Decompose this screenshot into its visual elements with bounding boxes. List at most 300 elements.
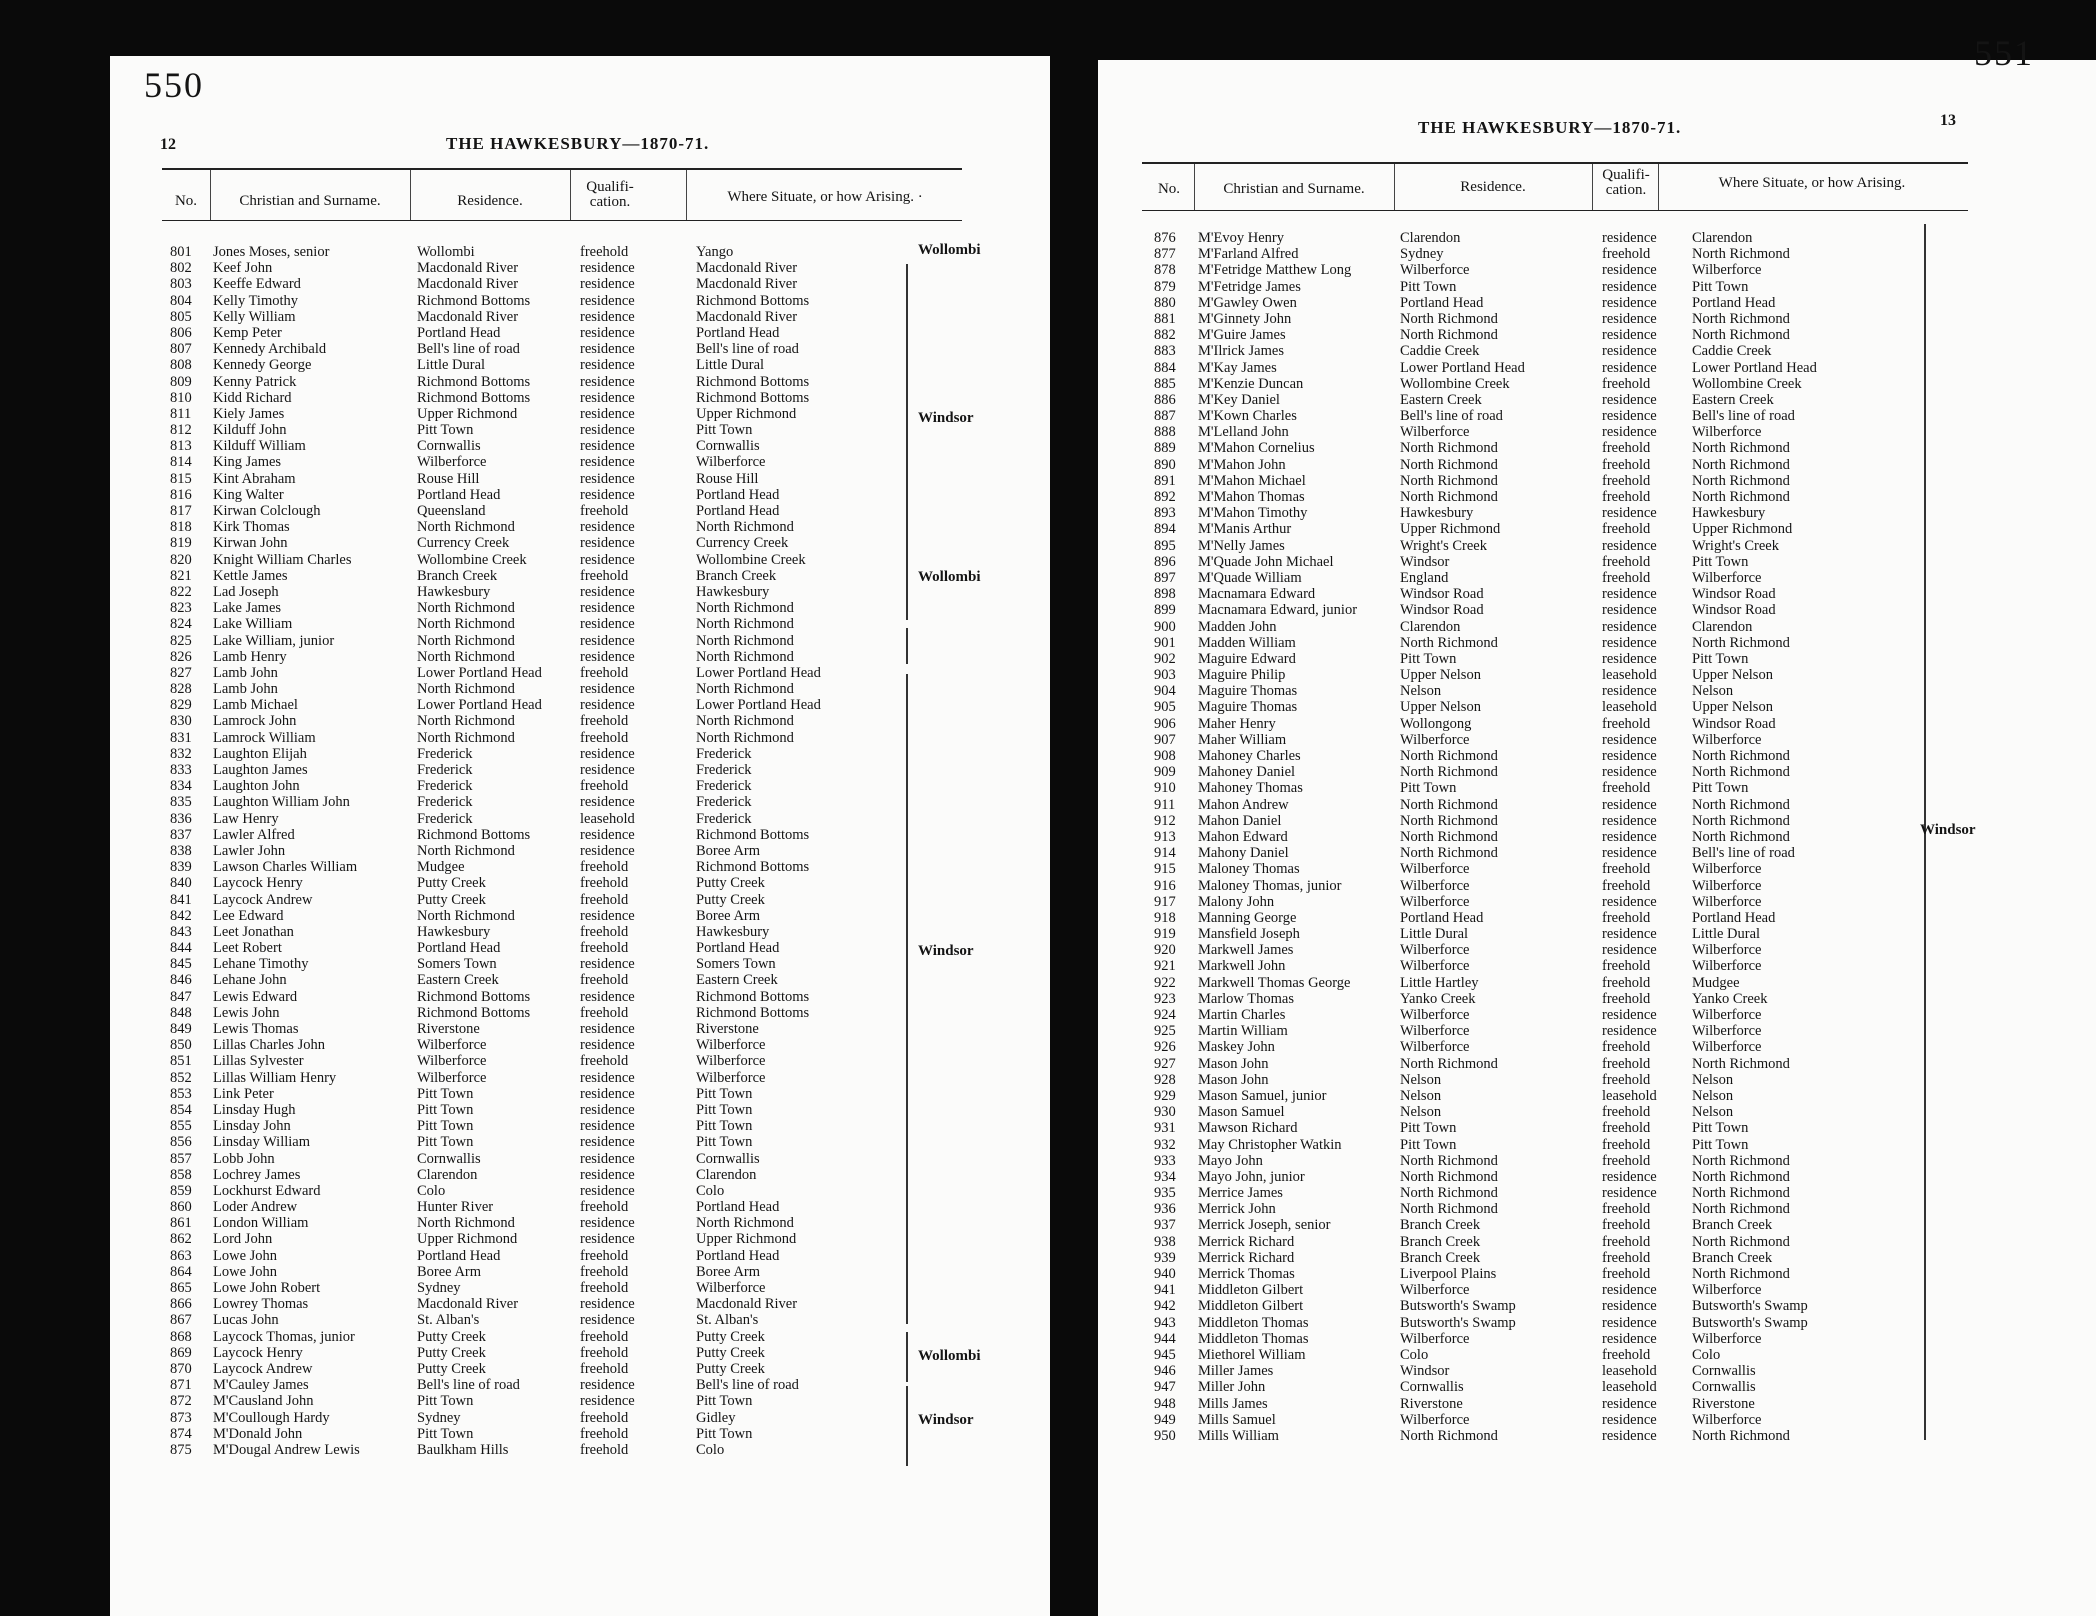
table-row	[110, 1005, 1050, 1021]
table-row	[110, 260, 1050, 276]
residence: Colo	[417, 1182, 446, 1199]
voter-name: Kelly William	[213, 308, 296, 325]
qualification: residence	[1602, 327, 1657, 344]
table-row	[110, 924, 1050, 940]
residence: Hunter River	[417, 1199, 494, 1216]
table-row	[110, 1312, 1050, 1328]
voter-name: Kennedy George	[213, 357, 312, 374]
voter-name: Maloney Thomas, junior	[1198, 877, 1342, 894]
qualification: residence	[580, 1150, 635, 1167]
column-divider	[1592, 164, 1593, 210]
voter-table	[110, 244, 1050, 1458]
qualification: residence	[1602, 828, 1657, 845]
residence: Liverpool Plains	[1400, 1266, 1497, 1282]
voter-name: Lamb Michael	[213, 697, 298, 714]
residence: Bell's line of road	[1400, 408, 1503, 425]
voter-name: M'Key Daniel	[1198, 391, 1280, 408]
entry-number: 826	[170, 648, 192, 665]
header-name: Christian and Surname.	[239, 193, 381, 209]
residence: Wilberforce	[1400, 942, 1470, 959]
qualification: leasehold	[1602, 699, 1657, 716]
table-row	[1098, 619, 2096, 635]
table-row	[1098, 408, 2096, 424]
voter-name: Lewis Edward	[213, 988, 298, 1005]
voter-name: Kelly Timothy	[213, 292, 299, 309]
table-row	[110, 1410, 1050, 1426]
where-situate: Portland Head	[696, 486, 780, 503]
district-label: Windsor	[918, 943, 974, 959]
where-situate: Yango	[696, 244, 734, 260]
entry-number: 854	[170, 1101, 192, 1118]
qualification: residence	[580, 470, 635, 487]
entry-number: 820	[170, 551, 192, 568]
qualification: freehold	[1602, 521, 1651, 538]
entry-number: 862	[170, 1231, 192, 1248]
qualification: residence	[580, 1182, 635, 1199]
table-row	[1098, 975, 2096, 991]
voter-name: Laughton John	[213, 778, 300, 795]
table-row	[1098, 910, 2096, 926]
entry-number: 908	[1154, 748, 1176, 764]
where-situate: Wilberforce	[696, 1053, 766, 1070]
residence: Upper Richmond	[417, 405, 518, 422]
table-row	[1098, 457, 2096, 473]
entry-number: 946	[1154, 1363, 1176, 1380]
residence: Macdonald River	[417, 276, 519, 293]
entry-number: 935	[1154, 1185, 1176, 1202]
voter-name: Middleton Thomas	[1198, 1314, 1309, 1331]
qualification: residence	[1602, 586, 1657, 603]
entry-number: 893	[1154, 505, 1176, 522]
entry-number: 906	[1154, 715, 1176, 732]
table-row	[110, 1248, 1050, 1264]
where-situate: Pitt Town	[696, 1118, 753, 1135]
where-situate: Pitt Town	[696, 1393, 753, 1410]
residence: North Richmond	[1400, 748, 1498, 764]
qualification: residence	[580, 389, 635, 406]
qualification: residence	[1602, 230, 1657, 246]
where-situate: Eastern Creek	[1692, 391, 1774, 408]
qualification: leasehold	[1602, 1379, 1657, 1396]
residence: Sydney	[417, 1280, 461, 1296]
qualification: freehold	[1602, 909, 1651, 926]
qualification: freehold	[1602, 1346, 1651, 1363]
qualification: residence	[580, 535, 635, 552]
entry-number: 904	[1154, 683, 1176, 700]
qualification: residence	[1602, 1007, 1657, 1023]
table-row	[110, 406, 1050, 422]
where-situate: Wilberforce	[1692, 424, 1762, 441]
voter-name: Maher William	[1198, 731, 1287, 748]
entry-number: 807	[170, 341, 192, 358]
table-row	[110, 1183, 1050, 1199]
entry-number: 813	[170, 438, 192, 455]
entry-number: 930	[1154, 1104, 1176, 1121]
entry-number: 817	[170, 503, 192, 519]
entry-number: 944	[1154, 1330, 1176, 1347]
where-situate: Colo	[696, 1441, 725, 1458]
entry-number: 876	[1154, 230, 1176, 246]
where-situate: Mudgee	[1692, 974, 1740, 991]
where-situate: Somers Town	[696, 956, 776, 973]
residence: Hawkesbury	[1400, 505, 1474, 522]
where-situate: Richmond Bottoms	[696, 988, 810, 1005]
residence: Wilberforce	[1400, 861, 1470, 878]
where-situate: Pitt Town	[696, 1101, 753, 1118]
residence: North Richmond	[1400, 1427, 1498, 1444]
column-divider	[686, 170, 687, 220]
residence: North Richmond	[417, 729, 515, 746]
header-bottom-rule	[162, 220, 962, 221]
voter-name: Lamrock William	[213, 729, 316, 746]
where-situate: North Richmond	[1692, 748, 1790, 764]
qualification: residence	[1602, 408, 1657, 425]
entry-number: 905	[1154, 699, 1176, 716]
voter-name: Loder Andrew	[213, 1199, 298, 1216]
qualification: residence	[580, 762, 635, 778]
residence: North Richmond	[417, 907, 515, 924]
voter-name: Mayo John, junior	[1198, 1168, 1305, 1185]
entry-number: 812	[170, 422, 192, 439]
voter-name: Lowe John	[213, 1263, 278, 1280]
voter-name: Merrick John	[1198, 1201, 1276, 1218]
page-title: THE HAWKESBURY—1870-71.	[1418, 118, 1682, 137]
entry-number: 863	[170, 1247, 192, 1264]
entry-number: 819	[170, 535, 192, 552]
qualification: freehold	[1602, 1266, 1651, 1282]
entry-number: 837	[170, 826, 192, 843]
residence: North Richmond	[1400, 812, 1498, 829]
table-row	[1098, 1379, 2096, 1395]
table-row	[1098, 1363, 2096, 1379]
table-row	[110, 293, 1050, 309]
voter-name: M'Ginnety John	[1198, 310, 1292, 327]
residence: Little Dural	[417, 357, 486, 374]
where-situate: Macdonald River	[696, 276, 798, 293]
voter-name: Kilduff John	[213, 422, 287, 439]
qualification: freehold	[580, 923, 629, 940]
where-situate: Windsor Road	[1692, 715, 1776, 732]
voter-name: M'Cauley James	[213, 1377, 309, 1394]
table-row	[110, 600, 1050, 616]
entry-number: 843	[170, 923, 192, 940]
residence: Lower Portland Head	[417, 664, 542, 681]
residence: Butsworth's Swamp	[1400, 1314, 1516, 1331]
qualification: residence	[580, 956, 635, 973]
residence: Frederick	[417, 810, 473, 827]
table-row	[1098, 295, 2096, 311]
where-situate: Cornwallis	[1692, 1379, 1756, 1396]
table-row	[1098, 926, 2096, 942]
voter-name: London William	[213, 1215, 309, 1232]
entry-number: 805	[170, 308, 192, 325]
qualification: residence	[580, 1166, 635, 1183]
table-row	[1098, 683, 2096, 699]
qualification: freehold	[580, 1360, 629, 1377]
where-situate: Wollombine Creek	[1692, 375, 1802, 392]
table-row	[1098, 894, 2096, 910]
residence: Upper Richmond	[417, 1231, 518, 1248]
table-row	[110, 681, 1050, 697]
voter-name: Leet Robert	[213, 940, 282, 957]
qualification: residence	[580, 519, 635, 536]
residence: Richmond Bottoms	[417, 988, 531, 1005]
qualification: residence	[1602, 764, 1657, 781]
table-row	[1098, 279, 2096, 295]
entry-number: 810	[170, 389, 192, 406]
qualification: residence	[580, 1085, 635, 1102]
page-title: THE HAWKESBURY—1870-71.	[446, 134, 710, 153]
residence: Putty Creek	[417, 1328, 486, 1345]
voter-name: M'Mahon Michael	[1198, 472, 1306, 489]
entry-number: 839	[170, 859, 192, 876]
table-row	[1098, 764, 2096, 780]
where-situate: Wilberforce	[1692, 1023, 1762, 1040]
table-row	[1098, 424, 2096, 440]
voter-name: Markwell James	[1198, 942, 1294, 959]
voter-name: Laughton William John	[213, 794, 350, 811]
column-divider	[570, 170, 571, 220]
residence: Bell's line of road	[417, 341, 520, 358]
where-situate: North Richmond	[1692, 1152, 1790, 1169]
qualification: freehold	[1602, 974, 1651, 991]
residence: Macdonald River	[417, 1296, 519, 1313]
where-situate: Putty Creek	[696, 1344, 765, 1361]
where-situate: Portland Head	[696, 940, 780, 957]
where-situate: Putty Creek	[696, 1328, 765, 1345]
qualification: leasehold	[1602, 1087, 1657, 1104]
handwritten-page-number: 550	[144, 65, 204, 105]
where-situate: Bell's line of road	[1692, 845, 1795, 862]
voter-name: Martin William	[1198, 1023, 1288, 1040]
entry-number: 938	[1154, 1233, 1176, 1250]
residence: North Richmond	[1400, 472, 1498, 489]
voter-name: M'Donald John	[213, 1425, 303, 1442]
qualification: residence	[1602, 1427, 1657, 1444]
handwritten-page-number: 551	[1974, 33, 2034, 73]
entry-number: 842	[170, 907, 192, 924]
qualification: freehold	[580, 1263, 629, 1280]
residence: Wilberforce	[1400, 424, 1470, 441]
residence: Upper Richmond	[1400, 521, 1501, 538]
qualification: freehold	[1602, 472, 1651, 489]
residence: North Richmond	[1400, 310, 1498, 327]
where-situate: Riverstone	[1692, 1395, 1755, 1412]
qualification: residence	[1602, 942, 1657, 959]
voter-name: Merrick Thomas	[1198, 1266, 1295, 1282]
qualification: freehold	[1602, 1120, 1651, 1137]
qualification: residence	[1602, 812, 1657, 829]
where-situate: Pitt Town	[696, 1425, 753, 1442]
residence: Somers Town	[417, 956, 497, 973]
voter-name: Laycock Henry	[213, 1344, 303, 1361]
residence: Nelson	[1400, 1104, 1442, 1121]
entry-number: 900	[1154, 618, 1176, 635]
residence: Wilberforce	[1400, 1411, 1470, 1428]
entry-number: 937	[1154, 1217, 1176, 1234]
entry-number: 915	[1154, 861, 1176, 878]
entry-number: 814	[170, 454, 192, 471]
residence: Wilberforce	[1400, 893, 1470, 910]
where-situate: Caddie Creek	[1692, 343, 1772, 360]
entry-number: 818	[170, 519, 192, 536]
entry-number: 897	[1154, 569, 1176, 586]
qualification: residence	[1602, 650, 1657, 667]
entry-number: 808	[170, 357, 192, 374]
entry-number: 811	[170, 405, 192, 422]
residence: Macdonald River	[417, 260, 519, 277]
residence: Pitt Town	[417, 1393, 474, 1410]
table-row	[1098, 230, 2096, 246]
where-situate: Putty Creek	[696, 1360, 765, 1377]
entry-number: 888	[1154, 424, 1176, 441]
where-situate: Pitt Town	[1692, 1120, 1749, 1137]
entry-number: 901	[1154, 634, 1176, 651]
header-where: Where Situate, or how Arising.	[1718, 175, 1906, 191]
where-situate: Little Dural	[696, 357, 765, 374]
table-row	[1098, 1250, 2096, 1266]
voter-name: Keef John	[213, 260, 273, 277]
entry-number: 860	[170, 1199, 192, 1216]
qualification: freehold	[1602, 990, 1651, 1007]
voter-name: M'Mahon Timothy	[1198, 505, 1308, 522]
qualification: leasehold	[1602, 1363, 1657, 1380]
voter-name: Middleton Thomas	[1198, 1330, 1309, 1347]
residence: Mudgee	[417, 859, 465, 876]
table-row	[1098, 392, 2096, 408]
entry-number: 880	[1154, 294, 1176, 311]
table-row	[1098, 732, 2096, 748]
where-situate: North Richmond	[1692, 812, 1790, 829]
residence: Little Dural	[1400, 926, 1469, 943]
left-page	[110, 56, 1050, 1616]
residence: Richmond Bottoms	[417, 389, 531, 406]
voter-name: Leet Jonathan	[213, 923, 294, 940]
where-situate: North Richmond	[696, 648, 794, 665]
where-situate: Wilberforce	[1692, 877, 1762, 894]
where-situate: North Richmond	[1692, 828, 1790, 845]
entry-number: 824	[170, 616, 192, 633]
table-row	[110, 1280, 1050, 1296]
qualification: residence	[580, 842, 635, 859]
entry-number: 919	[1154, 926, 1176, 943]
residence: Pitt Town	[417, 1425, 474, 1442]
where-situate: Wilberforce	[1692, 1007, 1762, 1023]
entry-number: 865	[170, 1280, 192, 1296]
voter-name: Linsday Hugh	[213, 1101, 296, 1118]
voter-name: Mills Samuel	[1198, 1411, 1276, 1428]
voter-name: Lowrey Thomas	[213, 1296, 309, 1313]
district-label: Wollombi	[918, 1348, 981, 1364]
qualification: residence	[580, 324, 635, 341]
entry-number: 861	[170, 1215, 192, 1232]
table-row	[110, 633, 1050, 649]
entry-number: 867	[170, 1312, 192, 1329]
table-row	[110, 762, 1050, 778]
qualification: residence	[580, 988, 635, 1005]
residence: North Richmond	[1400, 634, 1498, 651]
where-situate: Upper Richmond	[696, 405, 797, 422]
qualification: residence	[580, 616, 635, 633]
qualification: freehold	[1602, 861, 1651, 878]
residence: Wilberforce	[417, 1053, 487, 1070]
entry-number: 948	[1154, 1395, 1176, 1412]
table-row	[1098, 942, 2096, 958]
where-situate: Wollombine Creek	[696, 551, 806, 568]
table-row	[1098, 845, 2096, 861]
qualification: freehold	[1602, 1039, 1651, 1056]
residence: Pitt Town	[1400, 1120, 1457, 1137]
entry-number: 874	[170, 1425, 192, 1442]
table-row	[110, 1329, 1050, 1345]
where-situate: St. Alban's	[696, 1312, 759, 1329]
table-row	[110, 1442, 1050, 1458]
voter-name: Mahon Daniel	[1198, 812, 1282, 829]
where-situate: Wilberforce	[696, 454, 766, 471]
residence: Pitt Town	[417, 1101, 474, 1118]
voter-name: Lamb John	[213, 664, 278, 681]
table-row	[1098, 1298, 2096, 1314]
where-situate: North Richmond	[1692, 796, 1790, 813]
qualification: freehold	[580, 713, 629, 730]
where-situate: North Richmond	[1692, 472, 1790, 489]
voter-name: Miller John	[1198, 1379, 1266, 1396]
residence: Wright's Creek	[1400, 537, 1487, 554]
table-row	[110, 1102, 1050, 1118]
qualification: residence	[580, 1393, 635, 1410]
where-situate: Richmond Bottoms	[696, 859, 810, 876]
residence: North Richmond	[1400, 1152, 1498, 1169]
where-situate: Boree Arm	[696, 842, 761, 859]
residence: Pitt Town	[1400, 1136, 1457, 1153]
voter-name: Macnamara Edward, junior	[1198, 602, 1358, 619]
voter-name: Lochrey James	[213, 1166, 301, 1183]
residence: Currency Creek	[417, 535, 510, 552]
entry-number: 829	[170, 697, 192, 714]
table-row	[1098, 360, 2096, 376]
voter-name: Kennedy Archibald	[213, 341, 327, 358]
table-row	[1098, 489, 2096, 505]
table-row	[110, 616, 1050, 632]
residence: Wilberforce	[1400, 1330, 1470, 1347]
residence: Lower Portland Head	[1400, 359, 1525, 376]
residence: Butsworth's Swamp	[1400, 1298, 1516, 1315]
residence: Yanko Creek	[1400, 990, 1476, 1007]
voter-name: M'Quade William	[1198, 569, 1302, 586]
where-situate: Cornwallis	[696, 1150, 760, 1167]
where-situate: Macdonald River	[696, 260, 798, 277]
residence: Portland Head	[417, 324, 501, 341]
bracket	[906, 1332, 908, 1382]
voter-name: Mayo John	[1198, 1152, 1263, 1169]
residence: Hawkesbury	[417, 923, 491, 940]
entry-number: 851	[170, 1053, 192, 1070]
residence: Portland Head	[1400, 294, 1484, 311]
voter-name: Lewis Thomas	[213, 1021, 299, 1037]
qualification: freehold	[1602, 1104, 1651, 1121]
table-row	[1098, 797, 2096, 813]
where-situate: Butsworth's Swamp	[1692, 1314, 1808, 1331]
residence: Windsor	[1400, 1363, 1450, 1380]
residence: Wilberforce	[417, 1069, 487, 1086]
header-no: No.	[174, 193, 198, 209]
entry-number: 838	[170, 842, 192, 859]
entry-number: 858	[170, 1166, 192, 1183]
qualification: freehold	[580, 1409, 629, 1426]
residence: Eastern Creek	[417, 972, 499, 989]
qualification: residence	[580, 600, 635, 617]
entry-number: 857	[170, 1150, 192, 1167]
